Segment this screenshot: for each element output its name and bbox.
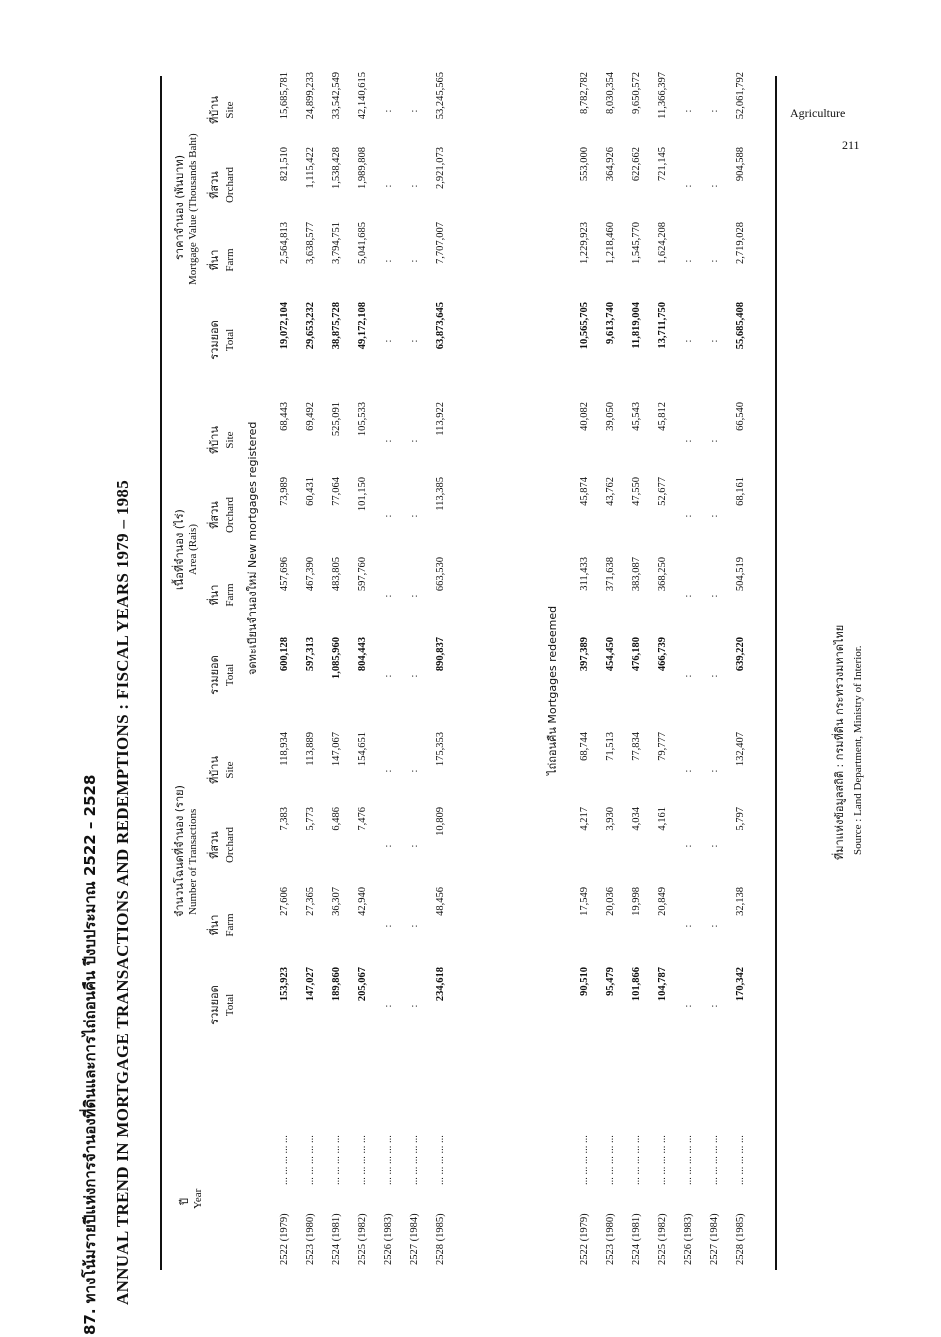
column-subheader-en: Total xyxy=(224,328,236,352)
table-cell: 597,313 xyxy=(305,637,316,672)
column-subheader-thai: ที่สวน xyxy=(208,831,221,859)
table-cell: : xyxy=(383,769,394,773)
table-cell: 1,085,960 xyxy=(331,637,342,679)
area-group-en: Area (Rais) xyxy=(187,523,199,575)
row-leader-dots: ... ... ... ... ... xyxy=(409,1135,420,1185)
table-cell: 69,492 xyxy=(305,402,316,431)
table-cell: 175,353 xyxy=(435,732,446,767)
table-cell: 1,624,208 xyxy=(657,222,668,264)
table-cell: 1,538,428 xyxy=(331,147,342,189)
table-cell: 68,161 xyxy=(735,477,746,506)
table-cell: 5,041,685 xyxy=(357,222,368,264)
table-cell: : xyxy=(383,1004,394,1008)
table-cell: 45,874 xyxy=(579,477,590,506)
table-cell: : xyxy=(409,439,420,443)
row-year-label: 2525 (1982) xyxy=(357,1213,368,1265)
table-cell: 457,696 xyxy=(279,557,290,592)
table-cell: 29,653,232 xyxy=(305,302,316,350)
table-cell: : xyxy=(383,514,394,518)
row-leader-dots: ... ... ... ... ... xyxy=(579,1135,590,1185)
section-header: Agriculture xyxy=(790,106,846,120)
table-cell: 7,707,007 xyxy=(435,222,446,264)
table-cell: 42,940 xyxy=(357,887,368,916)
column-subheader-en: Total xyxy=(224,663,236,687)
table-cell: 43,762 xyxy=(605,477,616,506)
table-cell: 3,930 xyxy=(605,807,616,831)
column-subheader-thai: ที่สวน xyxy=(208,501,221,529)
table-cell: 90,510 xyxy=(579,967,590,996)
row-year-label: 2526 (1983) xyxy=(383,1213,394,1265)
table-cell: 821,510 xyxy=(279,147,290,182)
row-year-label: 2527 (1984) xyxy=(409,1213,420,1265)
transactions-group-thai: จำนวนโฉนดที่จำนอง (ราย) xyxy=(173,785,186,917)
table-cell: 368,250 xyxy=(657,557,668,592)
table-cell: 8,782,782 xyxy=(579,72,590,114)
table-cell: 19,072,104 xyxy=(279,302,290,350)
value-group-en: Mortgage Value (Thousands Baht) xyxy=(187,133,199,285)
column-subheader-en: Farm xyxy=(224,248,236,272)
column-subheader-en: Site xyxy=(224,101,236,119)
table-cell: : xyxy=(683,1004,694,1008)
table-cell: 4,034 xyxy=(631,807,642,831)
table-cell: 371,638 xyxy=(605,557,616,592)
row-year-label: 2523 (1980) xyxy=(305,1213,316,1265)
row-leader-dots: ... ... ... ... ... xyxy=(331,1135,342,1185)
row-year-label: 2522 (1979) xyxy=(279,1213,290,1265)
table-cell: 6,486 xyxy=(331,807,342,831)
table-cell: 467,390 xyxy=(305,557,316,592)
table-cell: 2,921,073 xyxy=(435,147,446,189)
table-cell: : xyxy=(409,184,420,188)
table-cell: : xyxy=(683,514,694,518)
table-cell: : xyxy=(383,594,394,598)
table-cell: 4,161 xyxy=(657,807,668,831)
table-cell: : xyxy=(383,924,394,928)
table-cell: : xyxy=(409,924,420,928)
table-cell: 9,613,740 xyxy=(605,302,616,344)
row-leader-dots: ... ... ... ... ... xyxy=(735,1135,746,1185)
table-cell: 5,797 xyxy=(735,807,746,831)
table-cell: 19,998 xyxy=(631,887,642,916)
table-cell: 170,342 xyxy=(735,967,746,1002)
table-cell: 11,819,004 xyxy=(631,302,642,349)
row-leader-dots: ... ... ... ... ... xyxy=(279,1135,290,1185)
table-cell: 622,662 xyxy=(631,147,642,182)
source-thai: ที่มาแห่งข้อมูลสถิติ : กรมที่ดิน กระทรวงมหาดไทย xyxy=(833,624,846,860)
table-cell: : xyxy=(683,844,694,848)
column-subheader-en: Farm xyxy=(224,913,236,937)
column-subheader-en: Total xyxy=(224,993,236,1017)
table-cell: 600,128 xyxy=(279,637,290,672)
table-cell: : xyxy=(709,1004,720,1008)
table-cell: : xyxy=(409,339,420,343)
table-cell: 663,530 xyxy=(435,557,446,592)
source-english: Source : Land Department, Ministry of Interior. xyxy=(852,645,864,855)
table-cell: 3,638,577 xyxy=(305,222,316,264)
table-cell: 71,513 xyxy=(605,732,616,761)
table-cell: 15,685,781 xyxy=(279,72,290,120)
table-cell: : xyxy=(409,514,420,518)
table-cell: : xyxy=(709,924,720,928)
table-cell: 20,036 xyxy=(605,887,616,916)
table-cell: : xyxy=(383,259,394,263)
table-cell: : xyxy=(709,514,720,518)
table-cell: 77,064 xyxy=(331,477,342,506)
row-year-label: 2528 (1985) xyxy=(735,1213,746,1265)
table-cell: 311,433 xyxy=(579,557,590,591)
table-title-thai: 87. ทางโน้มรายปีแห่งการจำนองที่ดินและการไถ่ถอนคืน ปีงบประมาณ 2522 – 2528 xyxy=(81,774,99,1335)
table-cell: : xyxy=(709,674,720,678)
column-subheader-thai: รวมยอด xyxy=(208,985,221,1025)
table-cell: 4,217 xyxy=(579,807,590,831)
table-cell: 483,805 xyxy=(331,557,342,592)
table-cell: : xyxy=(409,844,420,848)
table-cell: 36,307 xyxy=(331,887,342,916)
table-cell: 9,650,572 xyxy=(631,72,642,114)
table-cell: 95,479 xyxy=(605,967,616,996)
row-leader-dots: ... ... ... ... ... xyxy=(631,1135,642,1185)
table-cell: 24,899,233 xyxy=(305,72,316,120)
table-cell: 39,050 xyxy=(605,402,616,431)
table-cell: 397,389 xyxy=(579,637,590,672)
table-cell: : xyxy=(683,769,694,773)
table-cell: 466,739 xyxy=(657,637,668,672)
row-year-label: 2523 (1980) xyxy=(605,1213,616,1265)
table-cell: 7,383 xyxy=(279,807,290,831)
table-cell: 45,543 xyxy=(631,402,642,431)
table-cell: 48,456 xyxy=(435,887,446,916)
area-group-thai: เนื้อที่จำนอง (ไร่) xyxy=(173,509,186,590)
table-cell: 525,091 xyxy=(331,402,342,437)
table-cell: 454,450 xyxy=(605,637,616,672)
year-header-thai: ปี xyxy=(178,1198,191,1205)
table-cell: 10,809 xyxy=(435,807,446,836)
table-cell: 17,549 xyxy=(579,887,590,916)
column-subheader-thai: ที่นา xyxy=(208,584,221,606)
table-cell: : xyxy=(383,439,394,443)
transactions-group-en: Number of Transactions xyxy=(187,808,199,915)
row-year-label: 2528 (1985) xyxy=(435,1213,446,1265)
row-year-label: 2527 (1984) xyxy=(709,1213,720,1265)
table-cell: : xyxy=(383,339,394,343)
table-cell: 49,172,108 xyxy=(357,302,368,350)
table-cell: 804,443 xyxy=(357,637,368,672)
table-cell: 3,794,751 xyxy=(331,222,342,264)
table-cell: 27,365 xyxy=(305,887,316,916)
table-cell: : xyxy=(409,259,420,263)
table-cell: 153,923 xyxy=(279,967,290,1002)
table-top-rule xyxy=(160,76,162,1270)
column-subheader-thai: ที่บ้าน xyxy=(208,756,221,784)
table-cell: 53,245,565 xyxy=(435,72,446,120)
column-subheader-en: Orchard xyxy=(224,826,236,864)
table-cell: : xyxy=(409,674,420,678)
row-leader-dots: ... ... ... ... ... xyxy=(305,1135,316,1185)
table-cell: 553,000 xyxy=(579,147,590,182)
table-cell: 32,138 xyxy=(735,887,746,916)
row-leader-dots: ... ... ... ... ... xyxy=(683,1135,694,1185)
table-cell: 77,834 xyxy=(631,732,642,761)
table-cell: 55,685,408 xyxy=(735,302,746,350)
row-year-label: 2522 (1979) xyxy=(579,1213,590,1265)
row-year-label: 2526 (1983) xyxy=(683,1213,694,1265)
table-cell: 597,760 xyxy=(357,557,368,592)
section-label: จดทะเบียนจำนองใหม่ New mortgages registered xyxy=(246,421,259,675)
table-cell: 1,229,923 xyxy=(579,222,590,264)
table-cell: : xyxy=(683,259,694,263)
table-cell: 40,082 xyxy=(579,402,590,431)
row-leader-dots: ... ... ... ... ... xyxy=(709,1135,720,1185)
table-cell: 27,606 xyxy=(279,887,290,916)
table-cell: 33,542,549 xyxy=(331,72,342,120)
table-cell: 68,744 xyxy=(579,732,590,761)
table-cell: : xyxy=(409,594,420,598)
table-cell: 105,533 xyxy=(357,402,368,437)
table-cell: 113,385 xyxy=(435,477,446,511)
column-subheader-thai: รวมยอด xyxy=(208,655,221,695)
column-subheader-en: Site xyxy=(224,761,236,779)
table-cell: 68,443 xyxy=(279,402,290,431)
column-subheader-thai: ที่นา xyxy=(208,914,221,936)
year-header-en: Year xyxy=(192,1188,204,1209)
table-cell: 20,849 xyxy=(657,887,668,916)
table-cell: 364,926 xyxy=(605,147,616,182)
table-cell: 147,027 xyxy=(305,967,316,1002)
table-cell: 63,873,645 xyxy=(435,302,446,350)
table-bottom-rule xyxy=(775,76,777,1270)
column-subheader-en: Farm xyxy=(224,583,236,607)
column-subheader-en: Orchard xyxy=(224,496,236,534)
table-cell: 639,220 xyxy=(735,637,746,672)
table-cell: 1,218,460 xyxy=(605,222,616,264)
row-leader-dots: ... ... ... ... ... xyxy=(657,1135,668,1185)
row-leader-dots: ... ... ... ... ... xyxy=(357,1135,368,1185)
section-label: ไถ่ถอนคืน Mortgages redeemed xyxy=(546,605,559,775)
row-year-label: 2525 (1982) xyxy=(657,1213,668,1265)
row-leader-dots: ... ... ... ... ... xyxy=(383,1135,394,1185)
table-cell: 1,115,422 xyxy=(305,147,316,189)
column-subheader-thai: ที่นา xyxy=(208,249,221,271)
column-subheader-en: Orchard xyxy=(224,166,236,204)
table-cell: : xyxy=(709,769,720,773)
table-cell: 38,875,728 xyxy=(331,302,342,350)
row-year-label: 2524 (1981) xyxy=(631,1213,642,1265)
table-cell: 1,545,770 xyxy=(631,222,642,264)
row-leader-dots: ... ... ... ... ... xyxy=(435,1135,446,1185)
table-cell: 8,030,354 xyxy=(605,72,616,114)
table-cell: : xyxy=(409,769,420,773)
table-cell: 189,860 xyxy=(331,967,342,1002)
table-cell: 904,588 xyxy=(735,147,746,182)
table-cell: : xyxy=(383,674,394,678)
table-cell: 52,677 xyxy=(657,477,668,506)
table-cell: : xyxy=(709,439,720,443)
table-cell: 234,618 xyxy=(435,967,446,1002)
table-cell: : xyxy=(683,339,694,343)
table-cell: 11,366,397 xyxy=(657,72,668,119)
table-cell: 132,407 xyxy=(735,732,746,767)
table-cell: 101,866 xyxy=(631,967,642,1002)
table-cell: 60,431 xyxy=(305,477,316,506)
column-subheader-thai: ที่บ้าน xyxy=(208,96,221,124)
table-cell: 42,140,615 xyxy=(357,72,368,120)
table-cell: 7,476 xyxy=(357,807,368,831)
value-group-thai: ราคาจำนอง (พันบาท) xyxy=(173,155,186,260)
table-cell: 2,719,028 xyxy=(735,222,746,264)
table-title-english: ANNUAL TREND IN MORTGAGE TRANSACTIONS AND REDEMPTIONS : FISCAL YEARS 1979 – 1985 xyxy=(113,479,132,1305)
table-cell: 890,837 xyxy=(435,637,446,672)
table-cell: 66,540 xyxy=(735,402,746,431)
table-cell: : xyxy=(683,109,694,113)
column-subheader-en: Site xyxy=(224,431,236,449)
table-cell: 476,180 xyxy=(631,637,642,672)
column-subheader-thai: ที่บ้าน xyxy=(208,426,221,454)
row-year-label: 2524 (1981) xyxy=(331,1213,342,1265)
table-cell: : xyxy=(409,109,420,113)
table-cell: : xyxy=(709,184,720,188)
table-cell: 10,565,705 xyxy=(579,302,590,350)
table-cell: : xyxy=(709,109,720,113)
table-cell: 13,711,750 xyxy=(657,302,668,349)
row-leader-dots: ... ... ... ... ... xyxy=(605,1135,616,1185)
table-cell: 45,812 xyxy=(657,402,668,431)
table-cell: : xyxy=(683,924,694,928)
table-cell: 101,150 xyxy=(357,477,368,512)
table-cell: : xyxy=(683,439,694,443)
table-cell: : xyxy=(683,184,694,188)
column-subheader-thai: ที่สวน xyxy=(208,171,221,199)
table-cell: : xyxy=(709,259,720,263)
table-cell: 383,087 xyxy=(631,557,642,592)
table-cell: 113,922 xyxy=(435,402,446,436)
table-cell: 73,989 xyxy=(279,477,290,506)
table-cell: 5,773 xyxy=(305,807,316,831)
table-cell: : xyxy=(683,674,694,678)
table-cell: : xyxy=(709,339,720,343)
table-cell: : xyxy=(683,594,694,598)
table-cell: 52,061,792 xyxy=(735,72,746,120)
table-cell: : xyxy=(409,1004,420,1008)
table-cell: : xyxy=(383,184,394,188)
table-cell: 205,067 xyxy=(357,967,368,1002)
table-cell: 147,067 xyxy=(331,732,342,767)
column-subheader-thai: รวมยอด xyxy=(208,320,221,360)
page-number: 211 xyxy=(842,138,860,152)
table-cell: : xyxy=(383,844,394,848)
table-cell: : xyxy=(383,109,394,113)
table-cell: 504,519 xyxy=(735,557,746,592)
table-cell: 79,777 xyxy=(657,732,668,761)
table-cell: : xyxy=(709,594,720,598)
table-cell: 1,989,808 xyxy=(357,147,368,189)
table-cell: 2,564,813 xyxy=(279,222,290,264)
table-cell: 47,550 xyxy=(631,477,642,506)
table-cell: 721,145 xyxy=(657,147,668,182)
table-cell: 118,934 xyxy=(279,732,290,766)
table-cell: 154,651 xyxy=(357,732,368,767)
table-cell: 104,787 xyxy=(657,967,668,1002)
table-cell: 113,889 xyxy=(305,732,316,766)
table-cell: : xyxy=(709,844,720,848)
